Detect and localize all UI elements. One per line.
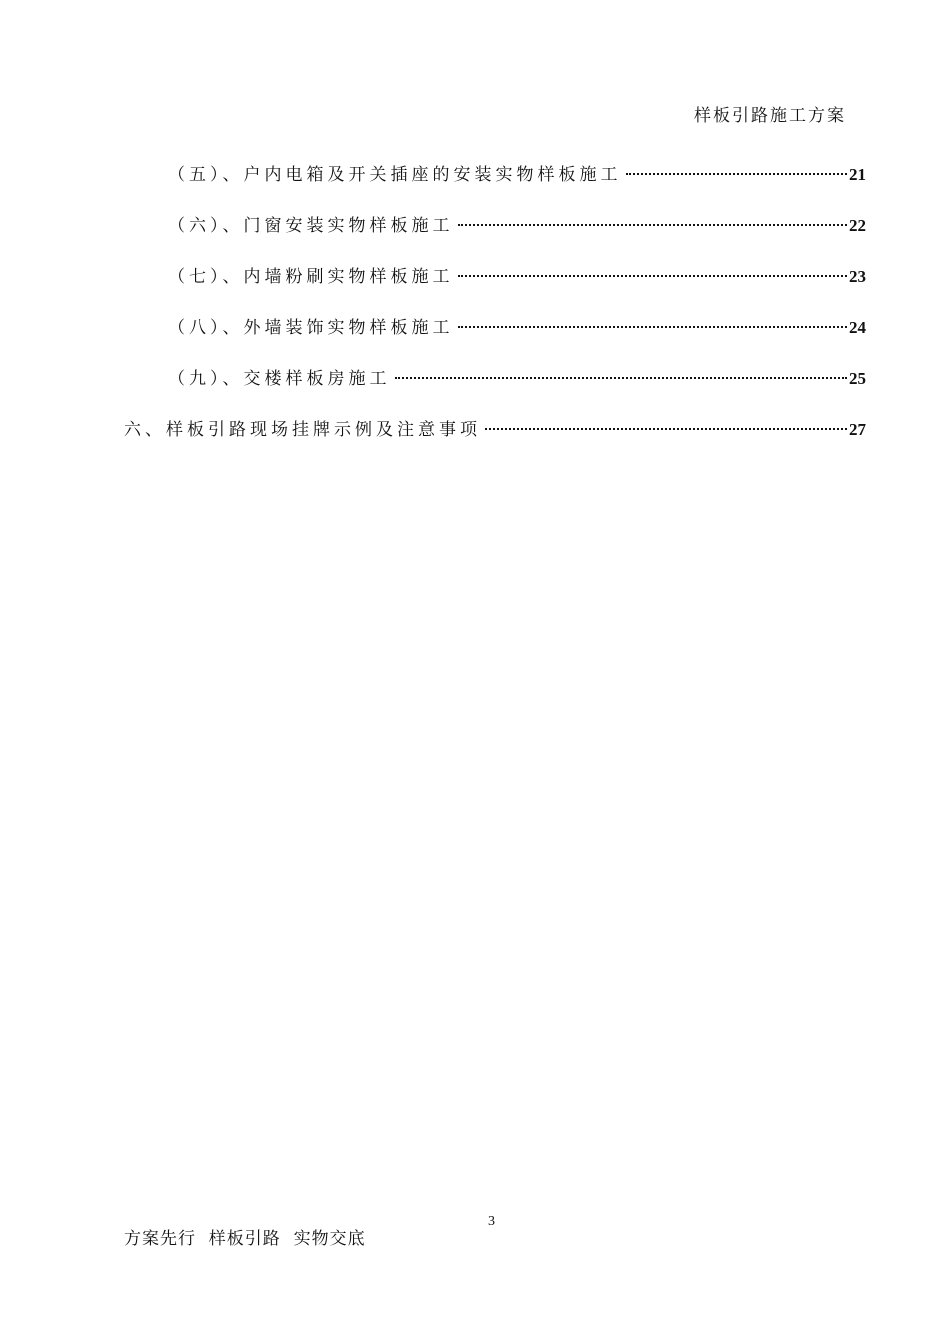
toc-entry[interactable] xyxy=(168,213,866,239)
running-header-title: 样板引路施工方案 xyxy=(694,106,846,126)
toc-dot-leader xyxy=(485,428,847,430)
toc-dot-leader xyxy=(458,275,848,277)
page-number: 3 xyxy=(488,1214,495,1229)
toc-entry[interactable] xyxy=(168,162,866,188)
toc-entry[interactable] xyxy=(124,417,866,443)
toc-entry[interactable] xyxy=(168,315,866,341)
toc-entry-title: （五）、户内电箱及开关插座的安装实物样板施工 xyxy=(168,165,622,185)
toc-dot-leader xyxy=(458,224,848,226)
toc-entry[interactable] xyxy=(168,264,866,290)
toc-entry-title: （八）、外墙装饰实物样板施工 xyxy=(168,318,454,338)
toc-dot-leader xyxy=(458,326,848,328)
toc-entry-page: 24 xyxy=(849,318,866,337)
toc-entry-page: 22 xyxy=(849,216,866,235)
toc-dot-leader xyxy=(395,377,848,379)
toc-entry-page: 23 xyxy=(849,267,866,286)
toc-entry-title: （七）、内墙粉刷实物样板施工 xyxy=(168,267,454,287)
footer-slogan: 方案先行 样板引路 实物交底 xyxy=(124,1229,366,1249)
toc-entry-page: 25 xyxy=(849,369,866,388)
toc-entry[interactable] xyxy=(168,366,866,392)
toc-entry-page: 27 xyxy=(849,420,866,439)
toc-entry-title: （九）、交楼样板房施工 xyxy=(168,369,391,389)
toc-entry-page: 21 xyxy=(849,165,866,184)
toc-entry-title: 六、样板引路现场挂牌示例及注意事项 xyxy=(124,420,481,440)
toc-entry-title: （六）、门窗安装实物样板施工 xyxy=(168,216,454,236)
toc-dot-leader xyxy=(626,173,848,175)
